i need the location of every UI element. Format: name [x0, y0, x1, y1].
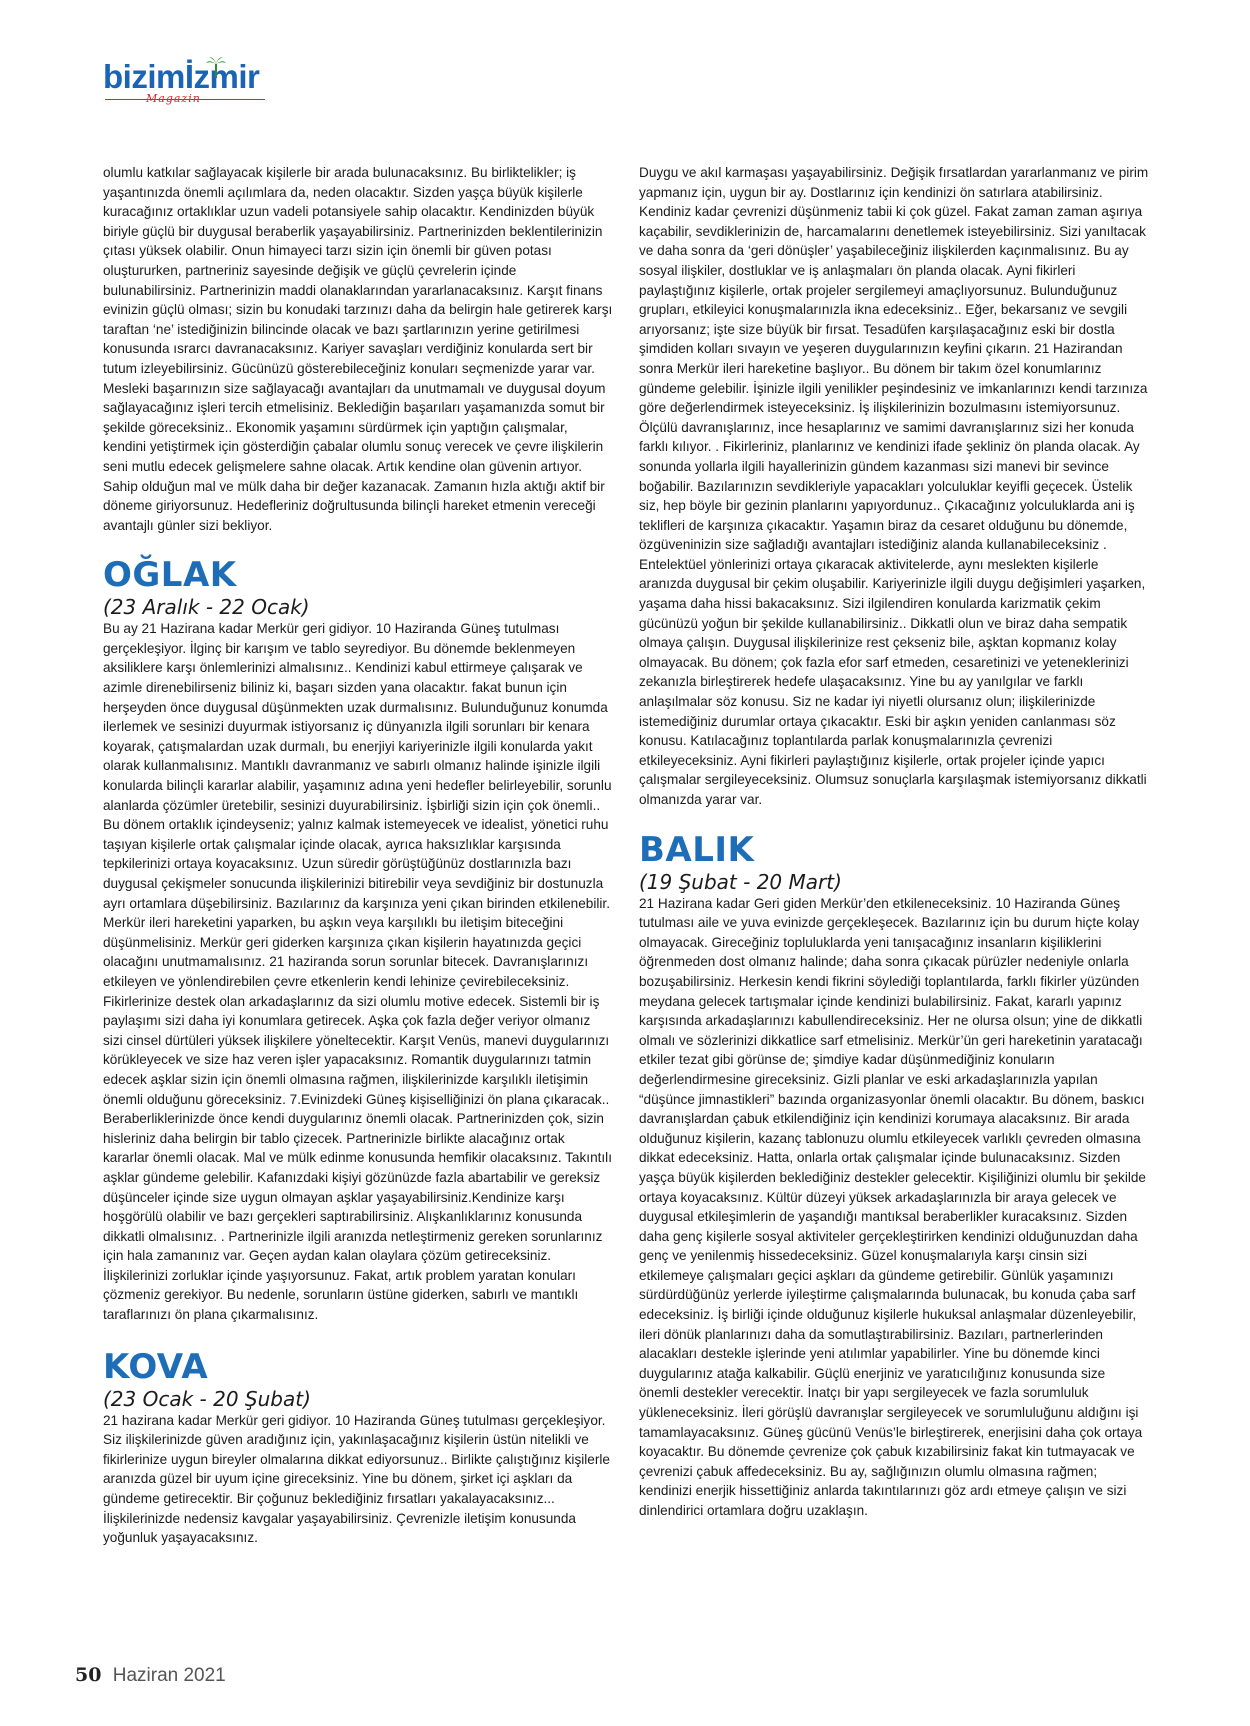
sign-dates-oglak: (23 Aralık - 22 Ocak) — [103, 595, 310, 620]
sign-title-balik: BALIK — [639, 829, 755, 870]
sign-title-kova: KOVA — [103, 1346, 209, 1387]
page-footer — [75, 1664, 226, 1687]
right-column — [639, 163, 1149, 1521]
sign-dates-balik: (19 Şubat - 20 Mart) — [639, 869, 842, 894]
brand-subtitle: Magazin — [146, 92, 201, 105]
sign-text-kova: 21 hazirana kadar Merkür geri gidiyor. 10 Haziranda Güneş tutulması gerçekleşiyor. Siz ilişkilerinizde güven aradığınız için, yakınlaşacağınız kişilerin üstün nitelikli ve fikirlerinize uygun bireyler olmalarına dikkat ediyorsunuz.. Birlikte çalıştığınız kişilerle aranızda güzel bir uyum içine gireceksiniz. Yine bu dönem, şirket içi aşkları da gündeme getirecektir. Bir çoğunuz beklediğiniz fırsatları yakalayacaksınız... İlişkilerinizde nedensiz kavgalar yaşayabilirsiniz. Çevrenizle iletişim konusunda yoğunluk yaşayacaksınız. — [103, 1412, 610, 1546]
sign-dates-kova: (23 Ocak - 20 Şubat) — [103, 1386, 311, 1411]
left-column — [103, 163, 613, 1548]
sign-text-balik: 21 Hazirana kadar Geri giden Merkür’den etkileneceksiniz. 10 Haziranda Güneş tutulması aile ve yuva evinizde gerçekleşecek. Bazılarınız için bu durum hiçte kolay olmayacak. Gireceğiniz topluluklarda yeni tanışacağınız insanların kişiliklerini öğrenmeden dost olmanız halinde; daha sonra çıkacak pürüzler nedeniyle onlarla bozuşabilirsiniz. Herkesin kendi fikrini söylediği toplantılarda, farklı fikirler yüzünden meydana gelecek tartışmalar içinde kendinizi bulabilirsiniz. Fakat, kararlı yapınız karşısında arkadaşlarınızı kabullendireceksiniz. Her ne olursa olsun; yine de dikkatli olmalı ve sözlerinizi dikkatlice sarf etmelisiniz. Merkür’ün geri hareketinin yaratacağı etkiler tezat gibi görünse de; şimdiye kadar düşünmediğiniz konuların değerlendirmesine gireceksiniz. Gizli planlar ve eski arkadaşlarınızla yapılan “düşünce jimnastikleri” bazında organizasyonlar önemli olacaktır. Bu dönem, baskıcı davranışlardan çabuk etkilendiğiniz için kendinizi korumaya alacaksınız. Bir arada olduğunuz kişilerin, kazanç tablonuzu olumlu etkileyecek varlıklı çevreden olmasına dikkat edeceksiniz. Hatta, onlarla ortak çalışmalar içinde bulunacaksınız. Sizden yaşça büyük kişilerden beklediğiniz destekler gelecektir. Kişiliğinizi olumlu bir şekilde ortaya koyacaksınız. Kültür düzeyi yüksek arkadaşlarınızla bir araya gelecek ve duygusal etkileşimlerin de yaşandığı mantıksal beraberlikler kuracaksınız. Sizden daha genç kişilerle sosyal aktiviteler gerçekleştirirken kendinizi olduğunuzdan daha genç ve yenilenmiş hissedeceksiniz. Güzel konuşmalarıyla karşı cinsin sizi etkilemeye çalışmaları geçici aşkları da gündeme getirebilir. Günlük yaşamınızı sürdürdüğünüz yerlerde iyileştirme çalışmalarında bulunacak, bu konuda çaba sarf edeceksiniz. İş birliği içinde olduğunuz kişilerle hukuksal anlaşmalar düzenleyebilir, ileri dönük planlarınızı daha da somutlaştırabilirsiniz. Bazıları, partnerlerinden alacakları destekle işlerinde yeni atılımlar yapabilirler. Yine bu dönemde kinci duygularınız atağa kalkabilir. Güçlü enerjiniz ve yaratıcılığınız konusunda size önemli destekler verecektir. İnatçı bir yapı sergileyecek ve fazla sorumluluk yükleneceksiniz. İleri görüşlü davranışlar sergileyecek ve sorumluluğunu aldığını işi tamamlayacaksınız. Güneş gücünü Venüs’le birleştirerek, enerjisini daha çok ortaya koyacaktır. Bu dönemde çevrenize çok çabuk kızabilirsiniz fakat kin tutmayacak ve çevrenizi çabuk affedeceksiniz. Bu ay, sağlığınızın olumlu olmasına rağmen; kendinizi enerjik hissettiğiniz anlarda takıntılarınızı göz ardı etmeye çalışın ve sizi dinlendirici ortamlara doğru uzaklaşın. — [639, 895, 1146, 1518]
brand-name: bizimİzmir — [103, 58, 260, 95]
sign-title-oglak: OĞLAK — [103, 555, 237, 596]
page-number: 50 — [75, 1664, 102, 1686]
right-intro-text: Duygu ve akıl karmaşası yaşayabilirsiniz. Değişik fırsatlardan yararlanmanız ve pirim yapmanız için, uygun bir ay. Dostlarınız için kendinizi ön satırlara atabilirsiniz. Kendiniz kadar çevrenizi düşünmeniz tabii ki çok güzel. Fakat zaman zaman aşırıya kaçabilir, sevdiklerinizin de, harcamalarını denetlemek isteyebilirsiniz. Sizi yanıltacak ve daha sonra da ‘geri dönüşler’ yaşabileceğiniz ilişkilerden kaçınmalısınız. Bu ay sosyal ilişkiler, dostluklar ve iş anlaşmaları ön planda olacak. Ayni fikirleri paylaştığınız kişilerle, ortak projeler sergilemeyi amaçlıyorsunuz. Bulunduğunuz grupları, etkileyici konuşmalarınızla ikna edeceksiniz.. Eğer, bekarsanız ve sevgili arıyorsanız; işte size büyük bir fırsat. Tesadüfen karşılaşacağınız eski bir dostla şimdiden kolları sıvayın ve yeşeren duygularınızın keyfini çıkarın. 21 Hazirandan sonra Merkür ileri hareketine başlıyor.. Bu dönem bir takım özel konumlarınız gündeme gelebilir. İşinizle ilgili yenilikler peşindesiniz ve imkanlarınızı kendi tarzınıza göre değerlendirmek isteyeceksiniz. İş ilişkilerinizin bozulmasını istemiyorsunuz. Ölçülü davranışlarınız, ince hesaplarınız ve samimi davranışlarınız sizi her konuda farklı kılıyor. . Fikirleriniz, planlarınız ve kendinizi ifade şekliniz ön planda olacak. Ay sonunda yollarla ilgili hayallerinizin gündem kazanması sizi manevi bir sevince boğabilir. Bazılarınızın sevdikleriyle yapacakları yolculuklar keyifli geçecek. Üstelik siz, hep böyle bir gezinin planlarını yapıyordunuz.. Çıkacağınız yolculuklarda ani iş teklifleri de karşınıza çıkacaktır. Yaşamın biraz da cesaret olduğunu bu dönemde, özgüveninizin size sağladığı avantajları istediğiniz alanda kullanabileceksiniz . Entelektüel yönlerinizi ortaya çıkaracak aktivitelerde, aynı meslekten kişilerle aranızda duygusal bir çekim oluşabilir. Kariyerinizle ilgili duygu değişimleri yaşarken, yaşama daha hissi bakacaksınız. Sizi ilgilendiren konularda karizmatik çekim gücünüzü yoğun bir şekilde kullanabilirsiniz.. Dikkatli olun ve biraz daha sempatik olmaya çalışın. Duygusal ilişkilerinize rest çekseniz bile, aşktan kopmanız kolay olmayacak. Bu dönem; çok fazla efor sarf etmeden, cesaretinizi ve yeteneklerinizi zekanızla birleştirerek hedefe ulaşacaksınız. Yine bu ay yanılgılar ve farklı anlaşılmalar söz konusu. Siz ne kadar iyi niyetli olursanız olun; ilişkilerinizde istemediğiniz durumlar ortaya çıkacaktır. Eski bir aşkın yeniden canlanması söz konusu. Katılacağınız toplantılarda parlak konuşmalarınızla çevrenizi etkileyeceksiniz. Ayni fikirleri paylaştığınız kişilerle, ortak projeler içinde yapıcı çalışmalar sergileyeceksiniz. Olumsuz sonuçlarla karşılaşmak istemiyorsanız dikkatli olmanızda yarar var. — [639, 165, 1149, 807]
sign-text-oglak: Bu ay 21 Hazirana kadar Merkür geri gidiyor. 10 Haziranda Güneş tutulması gerçekleşiyor. İlginç bir karışım ve tablo seyrediyor. Bu dönemde beklenmeyen aksiliklere karşı önlemlerinizi almalısınız.. Kendinizi kabul ettirmeye çalışarak ve azimle direnebilirseniz biliniz ki, başarı sizden yana olacaktır. fakat bunun için herşeyden önce duygusal düşünmekten uzak durmalısınız. Bulunduğunuz konumda ilerlemek ve sesinizi duyurmak istiyorsanız iç dünyanızla ilgili sorunları bir kenara koyarak, çatışmalardan uzak durmalı, bu enerjiyi kariyerinizle ilgili konularda yakıt olarak kullanmalısınız. Mantıklı davranmanız ve sabırlı olmanız halinde işinizle ilgili konularda bilinçli kararlar alabilir, yaşamınız adına yeni hedefler belirleyebilir, sorunlu alanlarda çözümler üretebilir, sesinizi duyurabilirsiniz. İşbirliği sizin için çok önemli.. Bu dönem ortaklık içindeyseniz; yalnız kalmak istemeyecek ve idealist, yönetici ruhu taşıyan kişilerle ortak çalışmalar içinde olacak, ayrıca haksızlıklar karşısında tepkilerinizi ortaya koyacaksınız. Uzun süredir görüştüğünüz dostlarınızla bazı duygusal çekişmeler sonucunda ilişkilerinizi bitirebilir veya sevdiğiniz bir dostunuzla ayrı ortamlara düşebilirsiniz. Bazılarınız da karşınıza yeni çıkan birinden etkilenebilir. Merkür ileri hareketini yaparken, bu aşkın veya karşılıklı bu iletişim biteceğini düşünmelisiniz. Merkür geri giderken karşınıza çıkan kişilerin hayatınızda geçici olacağını unutmamalısınız. 21 haziranda sorun sorunlar bitecek. Davranışlarınızı etkileyen ve yönlendirebilen çevre etkenlerin kendi lehinize çevirebileceksiniz. Fikirlerinize destek olan arkadaşlarınız da sizi olumlu motive edecek. Sistemli bir iş paylaşımı sizi daha iyi konumlara getirecek. Aşka çok fazla değer veriyor olmanız sizi cinsel dürtüleri yüksek ilişkilere yöneltecektir. Karşıt Venüs, manevi duygularınızı körükleyecek ve size haz veren işler yapacaksınız. Romantik duygularınızı tatmin edecek aşklar sizin için önemli olmasına rağmen, ilişkilerinizde karşılıklı iletişimin önemli olduğunu göreceksiniz. 7.Evinizdeki Güneş kişiselliğinizi ön plana çıkaracak.. Beraberliklerinizde önce kendi duygularınız önemli olacak. Partnerinizden çok, sizin hisleriniz daha belirgin bir tablo çizecek. Partnerinizle birlikte alacağınız ortak kararlar önemli olacak. Mal ve mülk edinme konusunda hemfikir olacaksınız. Takıntılı aşklar gündeme gelebilir. Kafanızdaki kişiyi gözünüzde fazla abartabilir ve gereksiz düşünceler içinde size uygun olmayan aşklar yaşayabilirsiniz.Kendinize karşı hoşgörülü olabilir ve bazı gerçekleri saptırabilirsiniz. Alışkanlıklarınız konusunda dikkatli olmalısınız. . Partnerinizle ilgili aranızda netleştirmeniz gereken sorunlarınız için hala zamanınız var. Geçen aydan kalan olaylara çözüm getireceksiniz. İlişkilerinizi zorluklar içinde yaşıyorsunuz. Fakat, artık problem yaratan konuları çözmeniz gerekiyor. Bu nedenle, sorunların üstüne giderken, sabırlı ve mantıklı taraflarınızı ön plana çıkarmalısınız. — [103, 621, 612, 1323]
issue-date: Haziran 2021 — [112, 1665, 226, 1686]
left-intro-text: olumlu katkılar sağlayacak kişilerle bir arada bulunacaksınız. Bu birliktelikler; iş yaşantınızda önemli açılımlara da, neden olacaktır. Sizden yaşça büyük kişilerle kuracağınız ortaklıklar uzun vadeli potansiyele sahip olacaktır. Kendinizden büyük biriyle güçlü bir duygusal beraberlik yaşayabilirsiniz. Partnerinizden beklentilerinizin çıtası yüksek olabilir. Onun himayeci tarzı sizin için önemli bir güven potası oluştururken, partneriniz sayesinde değişik ve güçlü çevrelerin içinde bulunabilirsiniz. Partnerinizin maddi olanaklarından yararlanacaksınız. Karşıt finans evinizin güçlü olması; sizin bu konudaki tarzınızı daha da belirgin hale getirerek karşı taraftan ‘ne’ istediğinizin bilincinde olacak ve bazı şartlarınızın yerine getirilmesi konusunda ısrarcı davranacaksınız. Kariyer savaşları verdiğiniz konularda sert bir tutum izleyebilirsiniz. Gücünüzü gösterebileceğiniz konuları seçmenizde yarar var. Mesleki başarınızın size sağlayacağı avantajları da unutmamalı ve duygusal doyum sağlayacağınız işleri tercih etmelisiniz. Beklediğin başarıları yaşamanızda somut bir şekilde göreceksiniz.. Ekonomik yaşamını sürdürmek için yaptığın çalışmalar, kendini yetiştirmek için gösterdiğin çabalar olumlu sonuç verecek ve çevre ilişkilerin seni mutlu edecek gelişmelere sahne olacak. Artık kendine olan güvenin artıyor. Sahip olduğun mal ve mülk daha bir değer kazanacak. Zamanın hızla aktığı aktif bir döneme giriyorsunuz. Hedefleriniz doğrultusunda bilinçli hareket etmenin vereceği avantajlı günler sizi bekliyor. — [103, 165, 613, 533]
palm-tree-icon — [205, 56, 227, 78]
brand-logo — [103, 58, 273, 110]
